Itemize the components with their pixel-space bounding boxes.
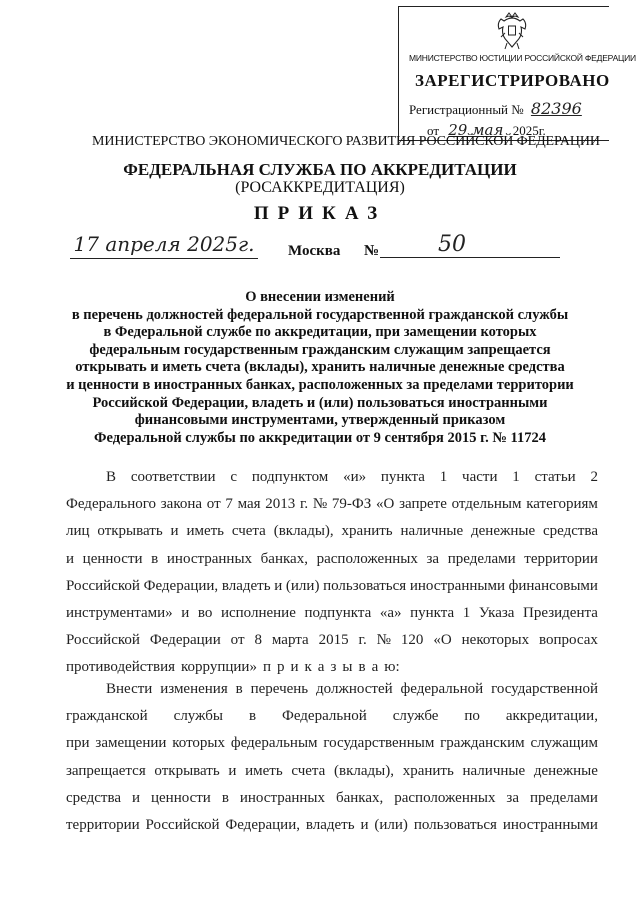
registration-stamp bbox=[398, 6, 636, 141]
order-number-sign: № bbox=[364, 243, 380, 259]
paragraph-line: гражданской службы в Федеральной службе по аккредитации, bbox=[66, 708, 598, 725]
paragraph-line: В соответствии с подпунктом «и» пункта 1 части 1 статьи 2 bbox=[106, 469, 598, 485]
paragraph-preamble bbox=[66, 464, 598, 682]
double-headed-eagle-emblem bbox=[495, 11, 529, 51]
order-title: ПРИКАЗ bbox=[253, 203, 387, 224]
service-short-name: (РОСАККРЕДИТАЦИЯ) bbox=[235, 179, 405, 196]
paragraph-order bbox=[66, 676, 598, 839]
paragraph-line: территории Российской Федерации, владеть и (или) пользоваться иностранными bbox=[66, 816, 598, 833]
paragraph-line: Российской Федерации от 8 марта 2015 г. № 120 «О некоторых вопросах bbox=[66, 632, 598, 649]
service-name: ФЕДЕРАЛЬНАЯ СЛУЖБА ПО АККРЕДИТАЦИИ bbox=[123, 160, 517, 179]
stamp-registered: ЗАРЕГИСТРИРОВАНО bbox=[415, 71, 610, 90]
paragraph-line: при замещении которых федеральным государственным гражданским служащим bbox=[66, 735, 598, 752]
heading-line: финансовыми инструментами, утвержденный приказом bbox=[134, 412, 506, 429]
ministry-line: МИНИСТЕРСТВО ЭКОНОМИЧЕСКОГО РАЗВИТИЯ РОССИЙСКОЙ ФЕДЕРАЦИИ bbox=[92, 134, 600, 149]
stamp-reg-date-prefix: от bbox=[427, 123, 440, 138]
paragraph-line: Российской Федерации, владеть и (или) пользоваться иностранными финансовыми bbox=[66, 577, 598, 594]
heading-line: федеральным государственным гражданским служащим запрещается bbox=[89, 341, 551, 358]
paragraph-line: запрещается открывать и иметь счета (вклады), хранить наличные денежные bbox=[66, 762, 598, 779]
paragraph-line: средства и ценности в иностранных банках, расположенных за пределами bbox=[66, 789, 598, 806]
heading-line: Федеральной службы по аккредитации от 9 сентября 2015 г. № 11724 bbox=[94, 429, 546, 446]
stamp-reg-date-year: 2025г. bbox=[512, 123, 546, 138]
paragraph-line: противодействия коррупции» п р и к а з ы в а ю: bbox=[66, 659, 400, 676]
stamp-reg-number-row bbox=[409, 99, 586, 118]
order-city: Москва bbox=[288, 243, 341, 259]
paragraph-line: инструментами» и во исполнение подпункта «а» пункта 1 Указа Президента bbox=[66, 604, 598, 621]
order-number: 50 bbox=[380, 232, 560, 258]
order-date: 17 апреля 2025г. bbox=[70, 232, 258, 259]
paragraph-line: лиц открывать и иметь счета (вклады), хранить наличные денежные средства bbox=[66, 523, 598, 540]
stamp-ministry: МИНИСТЕРСТВО ЮСТИЦИИ РОССИЙСКОЙ ФЕДЕРАЦИИ bbox=[409, 53, 636, 63]
stamp-reg-number-value: 82396 bbox=[530, 99, 582, 118]
stamp-reg-number-label: Регистрационный № bbox=[409, 102, 524, 117]
paragraph-line: Федерального закона от 7 мая 2013 г. № 79-ФЗ «О запрете отдельным категориям bbox=[66, 496, 598, 513]
heading-line: открывать и иметь счета (вклады), хранить наличные денежные средства bbox=[75, 359, 565, 376]
heading-line: Российской Федерации, владеть и (или) пользоваться иностранными bbox=[92, 394, 548, 411]
order-heading bbox=[50, 289, 590, 447]
paragraph-line: и ценности в иностранных банках, расположенных за пределами территории bbox=[66, 550, 598, 567]
heading-line: О внесении изменений bbox=[245, 289, 395, 305]
heading-line: в Федеральной службе по аккредитации, при замещении которых bbox=[103, 324, 537, 341]
heading-line: в перечень должностей федеральной государственной гражданской службы bbox=[71, 306, 569, 323]
stamp-reg-date-value: 29 мая bbox=[448, 121, 504, 139]
heading-line: и ценности в иностранных банках, расположенных за пределами территории bbox=[66, 376, 574, 393]
paragraph-line: Внести изменения в перечень должностей федеральной государственной bbox=[106, 681, 598, 697]
